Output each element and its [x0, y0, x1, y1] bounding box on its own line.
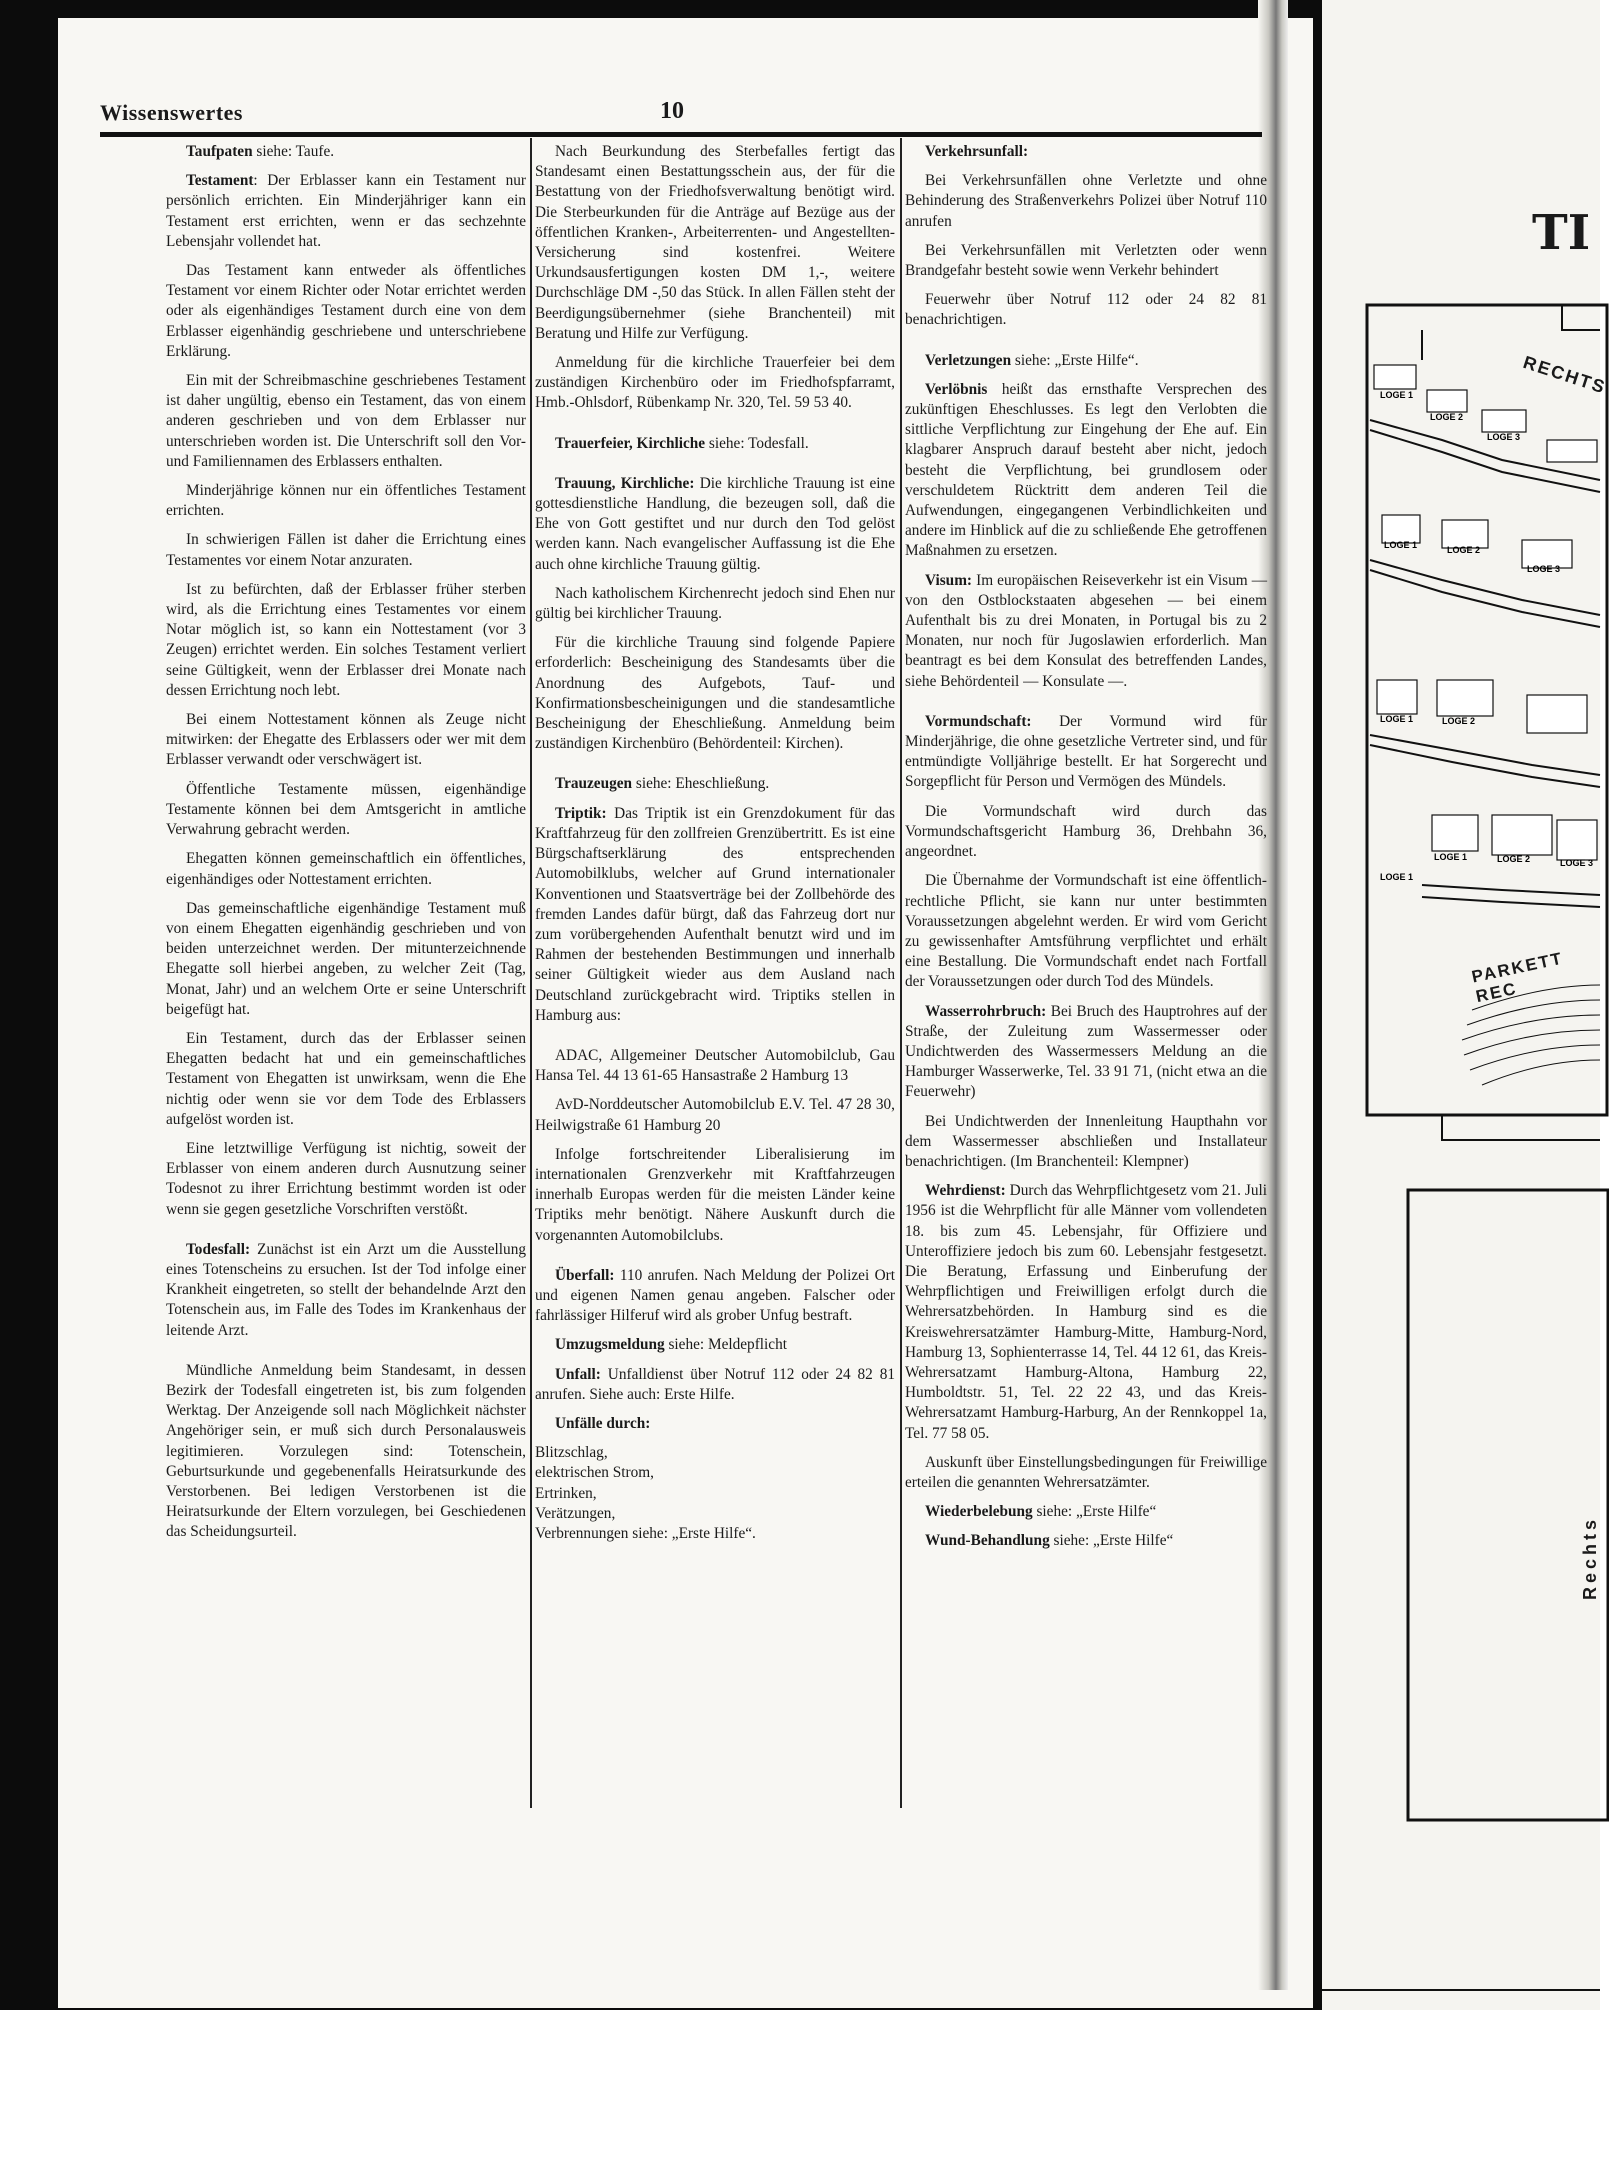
entry-term: Überfall: [555, 1266, 615, 1284]
entry [166, 142, 526, 162]
entry-text: Nach Beurkundung des Sterbefalles fertigt das Standesamt einen Bestattungsschein aus, der für die Bestattung von der Friedhofsverwaltung benötigt wird. Die Sterbeurkunden für die Anträge auf Bezüge aus der öffentlichen Kranken-, Arbeiterrenten- und Angestellten-Versicherung sind kostenfrei. Weitere Urkundsausfertigungen kosten DM 1,-, weitere Durchschläge DM -,50 das Stück. In allen Fällen steht der Beerdigungsübernehmer (siehe Branchenteil) mit Beratung und Hilfe zur Verfügung. [535, 143, 895, 342]
entry-term: Umzugsmeldung [555, 1336, 665, 1354]
entry [905, 712, 1267, 793]
entry-text: Ist zu befürchten, daß der Erblasser früher sterben wird, als die Errichtung eines Testamentes vor einem Notar möglich ist, so kann ein Nottestament (vor 3 Zeugen) errichtet werden. Ein solches Testament verliert seine Gültigkeit, wenn der Erblasser drei Monate nach dessen Errichtung noch lebt. [166, 580, 526, 699]
entry-term: Verlöbnis [925, 380, 988, 398]
entry-text: siehe: „Erste Hilfe“ [1049, 1532, 1174, 1550]
entry-text: : Der Erblasser kann ein Testament nur persönlich errichten. Ein Minderjähriger kann ein Testament erst errichten, wenn er das sechzehnte Lebensjahr vollendet hat. [166, 172, 526, 250]
entry [905, 1502, 1267, 1522]
entry-text: Öffentliche Testamente müssen, eigenhändige Testamente können bei dem Amtsgericht in amtliche Verwahrung gebracht werden. [166, 780, 526, 839]
entry [535, 1414, 895, 1434]
label-parkett: PARKETT REC [1470, 948, 1565, 1007]
entry-text: 110 anrufen. Nach Meldung der Polizei Ort und eigenen Namen genau angeben. Falscher oder fahrlässiger Hilferuf wird als grober Unfug bestraft. [535, 1266, 895, 1325]
right-page-title: TI [1532, 205, 1591, 261]
paragraph [166, 530, 526, 570]
entry [905, 142, 1267, 162]
entry-text: Ehegatten können gemeinschaftlich ein öffentliches, eigenhändiges oder Nottestament errichten. [166, 850, 526, 888]
paragraph [166, 710, 526, 771]
entry-text: Das Triptik ist ein Grenzdokument für das Kraftfahrzeug für den zollfreien Grenzübertritt. Es ist eine Bürgschaftserklärung des entsprechenden Automobilklubs, welcher auf Grund internationaler Konventionen und Staatsverträge bei der Zollbehörde des fremden Landes dafür bürgt, daß das Fahrzeug dort nur zum vorübergehenden Aufenthalt benutzt wird und im Rahmen der bestehenden Bestimmungen und innerhalb seiner Gültigkeit wieder aus dem Ausland nach Deutschland zurückgebracht wird. Triptiks stellen in Hamburg aus: [535, 804, 895, 1024]
entry [535, 474, 895, 575]
column-rule [900, 138, 902, 1808]
paragraph [905, 871, 1267, 992]
entry-term: Trauzeugen [555, 775, 633, 793]
entry-text: Die Übernahme der Vormundschaft ist eine öffentlich-rechtliche Pflicht, sie kann nur unter bestimmten Voraussetzungen abgelehnt werden. Er wird vom Gericht zu gewissenhafter Amtsführung verpflichtet und erhält eine Bestallung. Die Vormundschaft endet nach Fortfall der Voraussetzungen oder durch Tod des Mündels. [905, 872, 1267, 991]
loge-label: LOGE 3 [1560, 858, 1594, 868]
entry-text: Ein mit der Schreibmaschine geschriebenes Testament ist daher ungültig, ebenso ein Testament, das von einem anderen geschrieben und von dem Erblasser nur unterschrieben worden ist. Die Unterschrift soll den Vor- und Familiennamen des Erblassers enthalten. [166, 372, 526, 470]
paragraph [166, 1361, 526, 1543]
loge-label: LOGE 2 [1447, 545, 1481, 555]
entry [166, 1240, 526, 1341]
list-item: Verbrennungen siehe: „Erste Hilfe“. [535, 1524, 756, 1542]
entry-term: Trauung, Kirchliche: [555, 474, 695, 492]
paragraph [166, 261, 526, 362]
entry-term: Unfall: [555, 1365, 601, 1383]
loge-label: LOGE 3 [1487, 432, 1521, 442]
loge-label: LOGE 1 [1434, 852, 1468, 862]
entry-term: Trauerfeier, Kirchliche [555, 434, 706, 452]
entry-term: Wiederbelebung [925, 1503, 1033, 1521]
paragraph [905, 171, 1267, 232]
entry-text: Zunächst ist ein Arzt um die Ausstellung eines Totenscheins zu ersuchen. Ist der Tod infolge einer Krankheit eingetreten, so stellt der behandelnde Arzt den Totenschein aus, im Falle des Todes im Krankenhaus der leitende Arzt. [166, 1240, 526, 1339]
entry-text: Bei einem Nottestament können als Zeuge nicht mitwirken: der Ehegatte des Erblassers oder wer mit dem Erblasser verwandt oder verschwägert ist. [166, 711, 526, 769]
paragraph [905, 290, 1267, 330]
paragraph [535, 353, 895, 414]
entry-text: heißt das ernsthafte Versprechen des zukünftigen Eheschlusses. Es legt den Verlobten die sittliche Verpflichtung zur Eingehung der Ehe auf. Ein klagbarer Anspruch darauf besteht aber nicht, jedoch besteht die Verpflichtung, bei grundlosem oder verschuldetem Rücktritt dem anderen Teil die Aufwendungen, eingegangenen Verbindlichkeiten und andere im Hinblick auf die zu schließende Ehe getroffenen Maßnahmen zu ersetzen. [905, 380, 1267, 560]
entry-text: siehe: Taufe. [252, 143, 335, 160]
paragraph [166, 1139, 526, 1220]
entry-term: Wund-Behandlung [925, 1532, 1050, 1550]
loge-label: LOGE 2 [1442, 716, 1476, 726]
entry [535, 434, 895, 454]
entry [535, 1335, 895, 1355]
list-item: Verätzungen, [535, 1504, 616, 1522]
entry-text: Unfalldienst über Notruf 112 oder 24 82 81 anrufen. Siehe auch: Erste Hilfe. [535, 1365, 895, 1403]
paragraph [905, 1453, 1267, 1493]
entry [535, 1266, 895, 1327]
entry [905, 351, 1267, 371]
entry-term: Vormundschaft: [925, 712, 1032, 730]
section-title: Wissenswertes [100, 100, 243, 125]
right-page [1322, 0, 1609, 2010]
paragraph [905, 1112, 1267, 1173]
entry-text: In schwierigen Fällen ist daher die Errichtung eines Testamentes vor einem Notar anzuraten. [166, 531, 526, 569]
lower-frame [1408, 1190, 1608, 1820]
side-label: Rechts [1580, 1515, 1600, 1600]
page-number: 10 [660, 98, 684, 124]
page-header [100, 82, 1260, 126]
entry-text: Minderjährige können nur ein öffentliches Testament errichten. [166, 482, 526, 520]
column-rule [530, 138, 532, 1808]
list-item: elektrischen Strom, [535, 1464, 654, 1482]
entry [905, 1531, 1267, 1551]
paragraph [535, 1095, 895, 1135]
entry-text: ADAC, Allgemeiner Deutscher Automobilclub, Gau Hansa Tel. 44 13 61-65 Hansastraße 2 Hamburg 13 [535, 1046, 895, 1085]
entry-text: Durch das Wehrpflichtgesetz vom 21. Juli 1956 ist die Wehrpflicht für alle Männer vom vollendeten 18. bis zum 45. Lebensjahr, für Offiziere und Unteroffiziere jedoch bis zum 60. Lebensjahr festgesetzt. Die Beratung, Erfassung und Einberufung der Wehrpflichtigen und Freiwilligen erfolgt durch die Wehrersatzbehörden. In Hamburg sind es die Kreiswehrersatzämter Hamburg-Mitte, Hamburg-Nord, Hamburg 13, Sophienterrasse 14, Tel. 44 12 61, das Kreis-Wehrersatzamt Hamburg-Altona, Hamburg 22, Humboldtstr. 51, Tel. 22 22 43, und das Kreis-Wehrersatzamt Hamburg-Harburg, An der Rennkoppel 1a, Tel. 77 58 05. [905, 1182, 1267, 1442]
entry-text: Eine letztwillige Verfügung ist nichtig, soweit der Erblasser von einem anderen durch Ausnutzung seiner Todesnot zu ihrer Errichtung bestimmt worden ist oder wenn sie gegen gesetzliche Vorschriften verstößt. [166, 1139, 526, 1218]
entry [535, 1365, 895, 1405]
paragraph [166, 580, 526, 701]
paragraph [535, 1145, 895, 1246]
paragraph [535, 584, 895, 624]
loge-label: LOGE 1 [1380, 390, 1414, 400]
entry [905, 1181, 1267, 1444]
entry-text: Ein Testament, durch das der Erblasser seinen Ehegatten bedacht hat und ein gemeinschaftliches Testament von Ehegatten ist unwirksam, wenn die Ehe nichtig oder wenn sie vor dem Tode des Erblassers aufgelöst worden ist. [166, 1029, 526, 1128]
paragraph [166, 899, 526, 1020]
entry [535, 804, 895, 1026]
entry-text: Die Vormundschaft wird durch das Vormundschaftsgericht Hamburg 36, Drehbahn 36, angeordnet. [905, 802, 1267, 861]
entry-term: Taufpaten [186, 143, 253, 160]
loge-label: LOGE 2 [1430, 412, 1464, 422]
paragraph [905, 241, 1267, 281]
loge-label: LOGE 3 [1527, 564, 1561, 574]
entry-text: Infolge fortschreitender Liberalisierung im internationalen Grenzverkehr mit Kraftfahrzeugen innerhalb Europas werden für die meisten Länder keine Triptiks mehr benötigt. Nähere Auskunft durch die vorgenannten Automobilclubs. [535, 1145, 895, 1244]
entry-term: Unfälle durch: [555, 1414, 651, 1432]
list-item: Blitzschlag, [535, 1444, 608, 1462]
entry-text: Auskunft über Einstellungsbedingungen für Freiwillige erteilen die genannten Wehrersatzämter. [905, 1453, 1267, 1491]
entry-text: Bei Bruch des Hauptrohres auf der Straße, der Zuleitung zum Wassermesser oder Undichtwerden des Wassermessers Meldung an die Hamburger Wasserwerke, Tel. 33 91 71, (nicht etwa an die Feuerwehr) [905, 1002, 1267, 1101]
loge-label: LOGE 1 [1380, 714, 1414, 724]
paragraph [166, 481, 526, 521]
paragraph [166, 780, 526, 841]
entry-text: siehe: „Erste Hilfe“. [1011, 351, 1139, 369]
entry-text: siehe: Todesfall. [705, 434, 809, 452]
entry-text: Bei Verkehrsunfällen mit Verletzten oder wenn Brandgefahr besteht sowie wenn Verkehr behindert [905, 241, 1267, 280]
entry-text: siehe: Eheschließung. [632, 775, 770, 793]
entry-text: Bei Verkehrsunfällen ohne Verletzte und ohne Behinderung des Straßenverkehrs Polizei über Notruf 110 anrufen [905, 172, 1267, 230]
loge-label: LOGE 1 [1380, 872, 1414, 882]
column-2 [535, 142, 895, 1544]
loge-label: LOGE 1 [1384, 540, 1418, 550]
entry-term: Verletzungen [925, 351, 1012, 369]
entry [905, 380, 1267, 562]
stage-edge [1562, 305, 1600, 330]
entry [535, 774, 895, 794]
entry-text: Die kirchliche Trauung ist eine gottesdienstliche Handlung, die bezeugen soll, daß die Ehe von Gott gestiftet und nur durch den Tod gelöst werden kann. Nach evangelischer Auffassung ist die Ehe auch ohne kirchliche Trauung gültig. [535, 474, 895, 573]
entry-text: Im europäischen Reiseverkehr ist ein Visum — von den Ostblockstaaten abgesehen — bei einem Aufenthalt bis zu drei Monaten, in Portugal bis zu 2 Monaten, nur noch für Jugoslawien erforderlich. Man beantragt es bei dem Konsulat des betreffenden Landes, siehe Behördenteil — Konsulate —. [905, 571, 1267, 690]
column-1 [166, 142, 526, 1552]
paragraph [535, 1046, 895, 1086]
theater-seating-plan [1322, 0, 1600, 2010]
paragraph [535, 633, 895, 754]
entry-text: siehe: Meldepflicht [664, 1336, 787, 1354]
paragraph [166, 371, 526, 472]
entry-term: Wasserrohrbruch: [925, 1002, 1047, 1020]
paragraph [166, 849, 526, 889]
paragraph [535, 142, 895, 344]
entry [905, 571, 1267, 692]
entry-text: Anmeldung für die kirchliche Trauerfeier bei dem zuständigen Kirchenbüro oder im Friedhofspfarramt, Hmb.-Ohlsdorf, Rübenkamp Nr. 320, Tel. 59 53 40. [535, 354, 895, 412]
entry-text: Nach katholischem Kirchenrecht jedoch sind Ehen nur gültig bei kirchlicher Trauung. [535, 584, 895, 623]
entry-term: Todesfall: [186, 1240, 251, 1258]
loge-label: LOGE 2 [1497, 854, 1531, 864]
entry-text: Der Vormund wird für Minderjährige, die ohne gesetzliche Vertreter sind, und für entmündigte Volljährige bestellt. Er hat Sorgerecht und Sorgepflicht für Person und Vermögen des Mündels. [905, 712, 1267, 791]
entry-text: Für die kirchliche Trauung sind folgende Papiere erforderlich: Bescheinigung des Standesamts über die Anordnung des Aufgebots, Tauf- und Konfirmationsbescheinigungen und die standesamtliche Bescheinigung der Eheschließung. Anmeldung beim zuständigen Kirchenbüro (Behördenteil: Kirchen). [535, 634, 895, 753]
entry-text: Das gemeinschaftliche eigenhändige Testament muß von einem Ehegatten eigenhändig geschrieben und von beiden unterzeichnet werden. Der mitunterzeichnende Ehegatte soll hierbei angeben, zu welcher Zeit (Tag, Monat, Jahr) und an welchem Orte er seine Unterschrift beigefügt hat. [166, 899, 526, 1018]
entry-text: Feuerwehr über Notruf 112 oder 24 82 81 benachrichtigen. [905, 291, 1267, 329]
entry-text: AvD-Norddeutscher Automobilclub E.V. Tel. 47 28 30, Heilwigstraße 61 Hamburg 20 [535, 1096, 895, 1134]
entry-text: Bei Undichtwerden der Innenleitung Haupthahn vor dem Wassermesser abschließen und Installateur benachrichtigen. (Im Branchenteil: Klempner) [905, 1112, 1267, 1170]
header-rule [100, 132, 1262, 137]
label-rechts: RECHTS [1520, 352, 1609, 398]
entry-term: Wehrdienst: [925, 1182, 1006, 1200]
entry-text: Mündliche Anmeldung beim Standesamt, in dessen Bezirk der Todesfall eingetreten ist, bis zum folgenden Werktag. Der Anzeigende soll nach Möglichkeit nächster Angehöriger sein, er muß sich durch Personalausweis legitimieren. Vorzulegen sind: Totenschein, Geburtsurkunde und gegebenenfalls Heiratsurkunde des Verstorbenen. Bei ledigen Verstorbenen ist die Heiratsurkunde der Eltern vorzulegen, bei Geschiedenen das Scheidungsurteil. [166, 1361, 526, 1541]
entry-term: Triptik: [555, 804, 607, 822]
paragraph [905, 802, 1267, 863]
paragraph [166, 1029, 526, 1130]
entry-text: Das Testament kann entweder als öffentliches Testament vor einem Richter oder Notar errichtet werden oder als eigenhändiges Testament durch eine von dem Erblasser eigenhändig geschriebene und unterschriebene Erklärung. [166, 262, 526, 360]
seat-blocks [1374, 365, 1597, 860]
entry-text: siehe: „Erste Hilfe“ [1032, 1503, 1157, 1521]
column-3 [905, 142, 1267, 1561]
entry-term: Visum: [925, 571, 973, 589]
entry [905, 1002, 1267, 1103]
list-item: Ertrinken, [535, 1484, 597, 1502]
entry [166, 171, 526, 252]
entry-term: Testament [186, 172, 254, 190]
entry-term: Verkehrsunfall: [925, 143, 1029, 160]
